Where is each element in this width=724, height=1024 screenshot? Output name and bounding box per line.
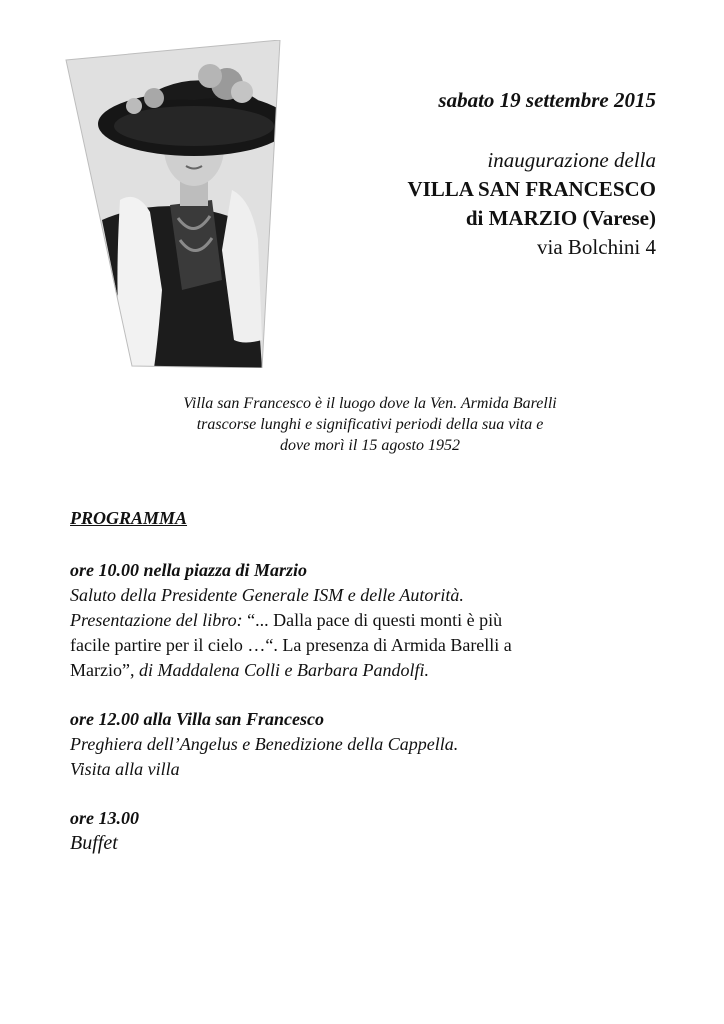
presentation-label: Presentazione del libro: [70,610,243,630]
portrait-photo [62,40,284,368]
intro-paragraph [80,393,660,456]
slot-line: Buffet [70,832,118,854]
villa-name-line1: VILLA SAN FRANCESCO [407,177,656,201]
villa-address: via Bolchini 4 [537,235,656,259]
programme-slot [70,707,670,782]
programme-title: PROGRAMMA [70,508,188,528]
villa-name-line2: di MARZIO (Varese) [465,206,656,230]
book-authors: di Maddalena Colli e Barbara Pandolfi. [138,660,429,680]
slot-line: facile partire per il cielo …“. La presenza di Armida Barelli a [70,635,512,655]
programme-slot [70,806,670,856]
slot-line [70,608,670,633]
book-title-end: Marzio”, [70,660,139,680]
slot-time: ore 13.00 [70,808,139,828]
slot-line: Preghiera dell’Angelus e Benedizione della Cappella. [70,734,459,754]
intro-line: trascorse lunghi e significativi periodi della sua vita e [196,416,544,433]
book-title-part: “... Dalla pace di questi monti è più [242,610,503,630]
slot-time: ore 12.00 alla Villa san Francesco [70,709,325,729]
intro-line: dove morì il 15 agosto 1952 [280,437,460,454]
slot-time: ore 10.00 nella piazza di Marzio [70,560,308,580]
event-header [276,88,656,262]
programme-section [70,505,670,880]
event-date: sabato 19 settembre 2015 [438,88,656,112]
intro-line: Villa san Francesco è il luogo dove la Ven. Armida Barelli [183,395,557,412]
programme-slot [70,558,670,683]
slot-line: Saluto della Presidente Generale ISM e delle Autorità. [70,585,464,605]
inauguration-label: inaugurazione della [487,148,656,172]
slot-line: Visita alla villa [70,759,180,779]
slot-line [70,658,670,683]
